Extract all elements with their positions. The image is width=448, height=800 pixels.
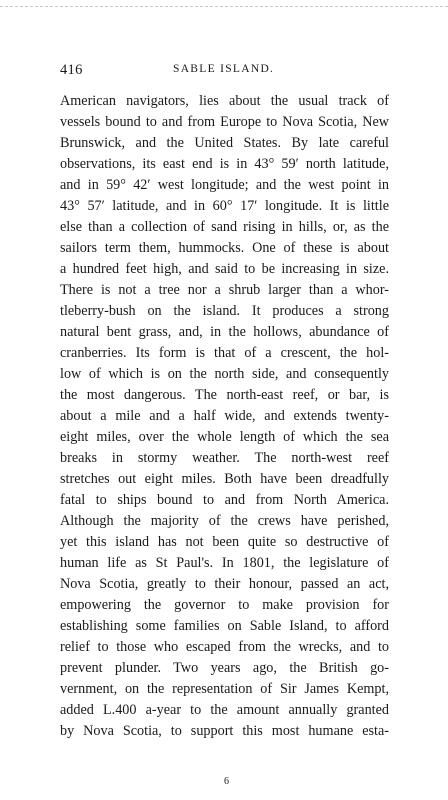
- text-line: cranberries. Its form is that of a crescent, the hol-: [60, 345, 389, 361]
- page-number: 416: [60, 62, 83, 78]
- text-line: human life as St Paul's. In 1801, the legislature of: [60, 555, 389, 571]
- text-line: observations, its east end is in 43° 59′ north latitude,: [60, 156, 389, 172]
- text-line: low of which is on the north side, and consequently: [60, 366, 389, 382]
- text-line: There is not a tree nor a shrub larger than a whor-: [60, 282, 389, 298]
- page-header: [60, 62, 389, 82]
- text-line: Nova Scotia, greatly to their honour, passed an act,: [60, 576, 389, 592]
- body-paragraph: [60, 91, 389, 742]
- text-line: Brunswick, and the United States. By late careful: [60, 135, 389, 151]
- text-line: the most dangerous. The north-east reef, or bar, is: [60, 387, 389, 403]
- text-line: prevent plunder. Two years ago, the British go-: [60, 660, 389, 676]
- text-line: tleberry-bush on the island. It produces a strong: [60, 303, 389, 319]
- text-line: establishing some families on Sable Island, to afford: [60, 618, 389, 634]
- text-line: yet this island has not been quite so destructive of: [60, 534, 389, 550]
- text-line: stretches out eight miles. Both have been dreadfully: [60, 471, 389, 487]
- text-line: relief to those who escaped from the wrecks, and to: [60, 639, 389, 655]
- signature-mark: 6: [224, 776, 229, 787]
- text-line: sailors term them, hummocks. One of these is about: [60, 240, 389, 256]
- text-line: Although the majority of the crews have perished,: [60, 513, 389, 529]
- text-line: and in 59° 42′ west longitude; and the west point in: [60, 177, 389, 193]
- text-line: vessels bound to and from Europe to Nova Scotia, New: [60, 114, 389, 130]
- text-line: 43° 57′ latitude, and in 60° 17′ longitude. It is little: [60, 198, 389, 214]
- text-line: else than a collection of sand rising in hills, or, as the: [60, 219, 389, 235]
- text-line: added L.400 a-year to the amount annually granted: [60, 702, 389, 718]
- running-head: SABLE ISLAND.: [173, 63, 275, 75]
- text-line: eight miles, over the whole length of which the sea: [60, 429, 389, 445]
- text-line: vernment, on the representation of Sir James Kempt,: [60, 681, 389, 697]
- text-line: empowering the governor to make provision for: [60, 597, 389, 613]
- text-line: natural bent grass, and, in the hollows, abundance of: [60, 324, 389, 340]
- text-line: fatal to ships bound to and from North America.: [60, 492, 389, 508]
- text-line: about a mile and a half wide, and extends twenty-: [60, 408, 389, 424]
- text-line: breaks in stormy weather. The north-west reef: [60, 450, 389, 466]
- text-line: American navigators, lies about the usual track of: [60, 93, 389, 109]
- text-line: a hundred feet high, and said to be increasing in size.: [60, 261, 389, 277]
- text-line: by Nova Scotia, to support this most humane esta-: [60, 723, 389, 739]
